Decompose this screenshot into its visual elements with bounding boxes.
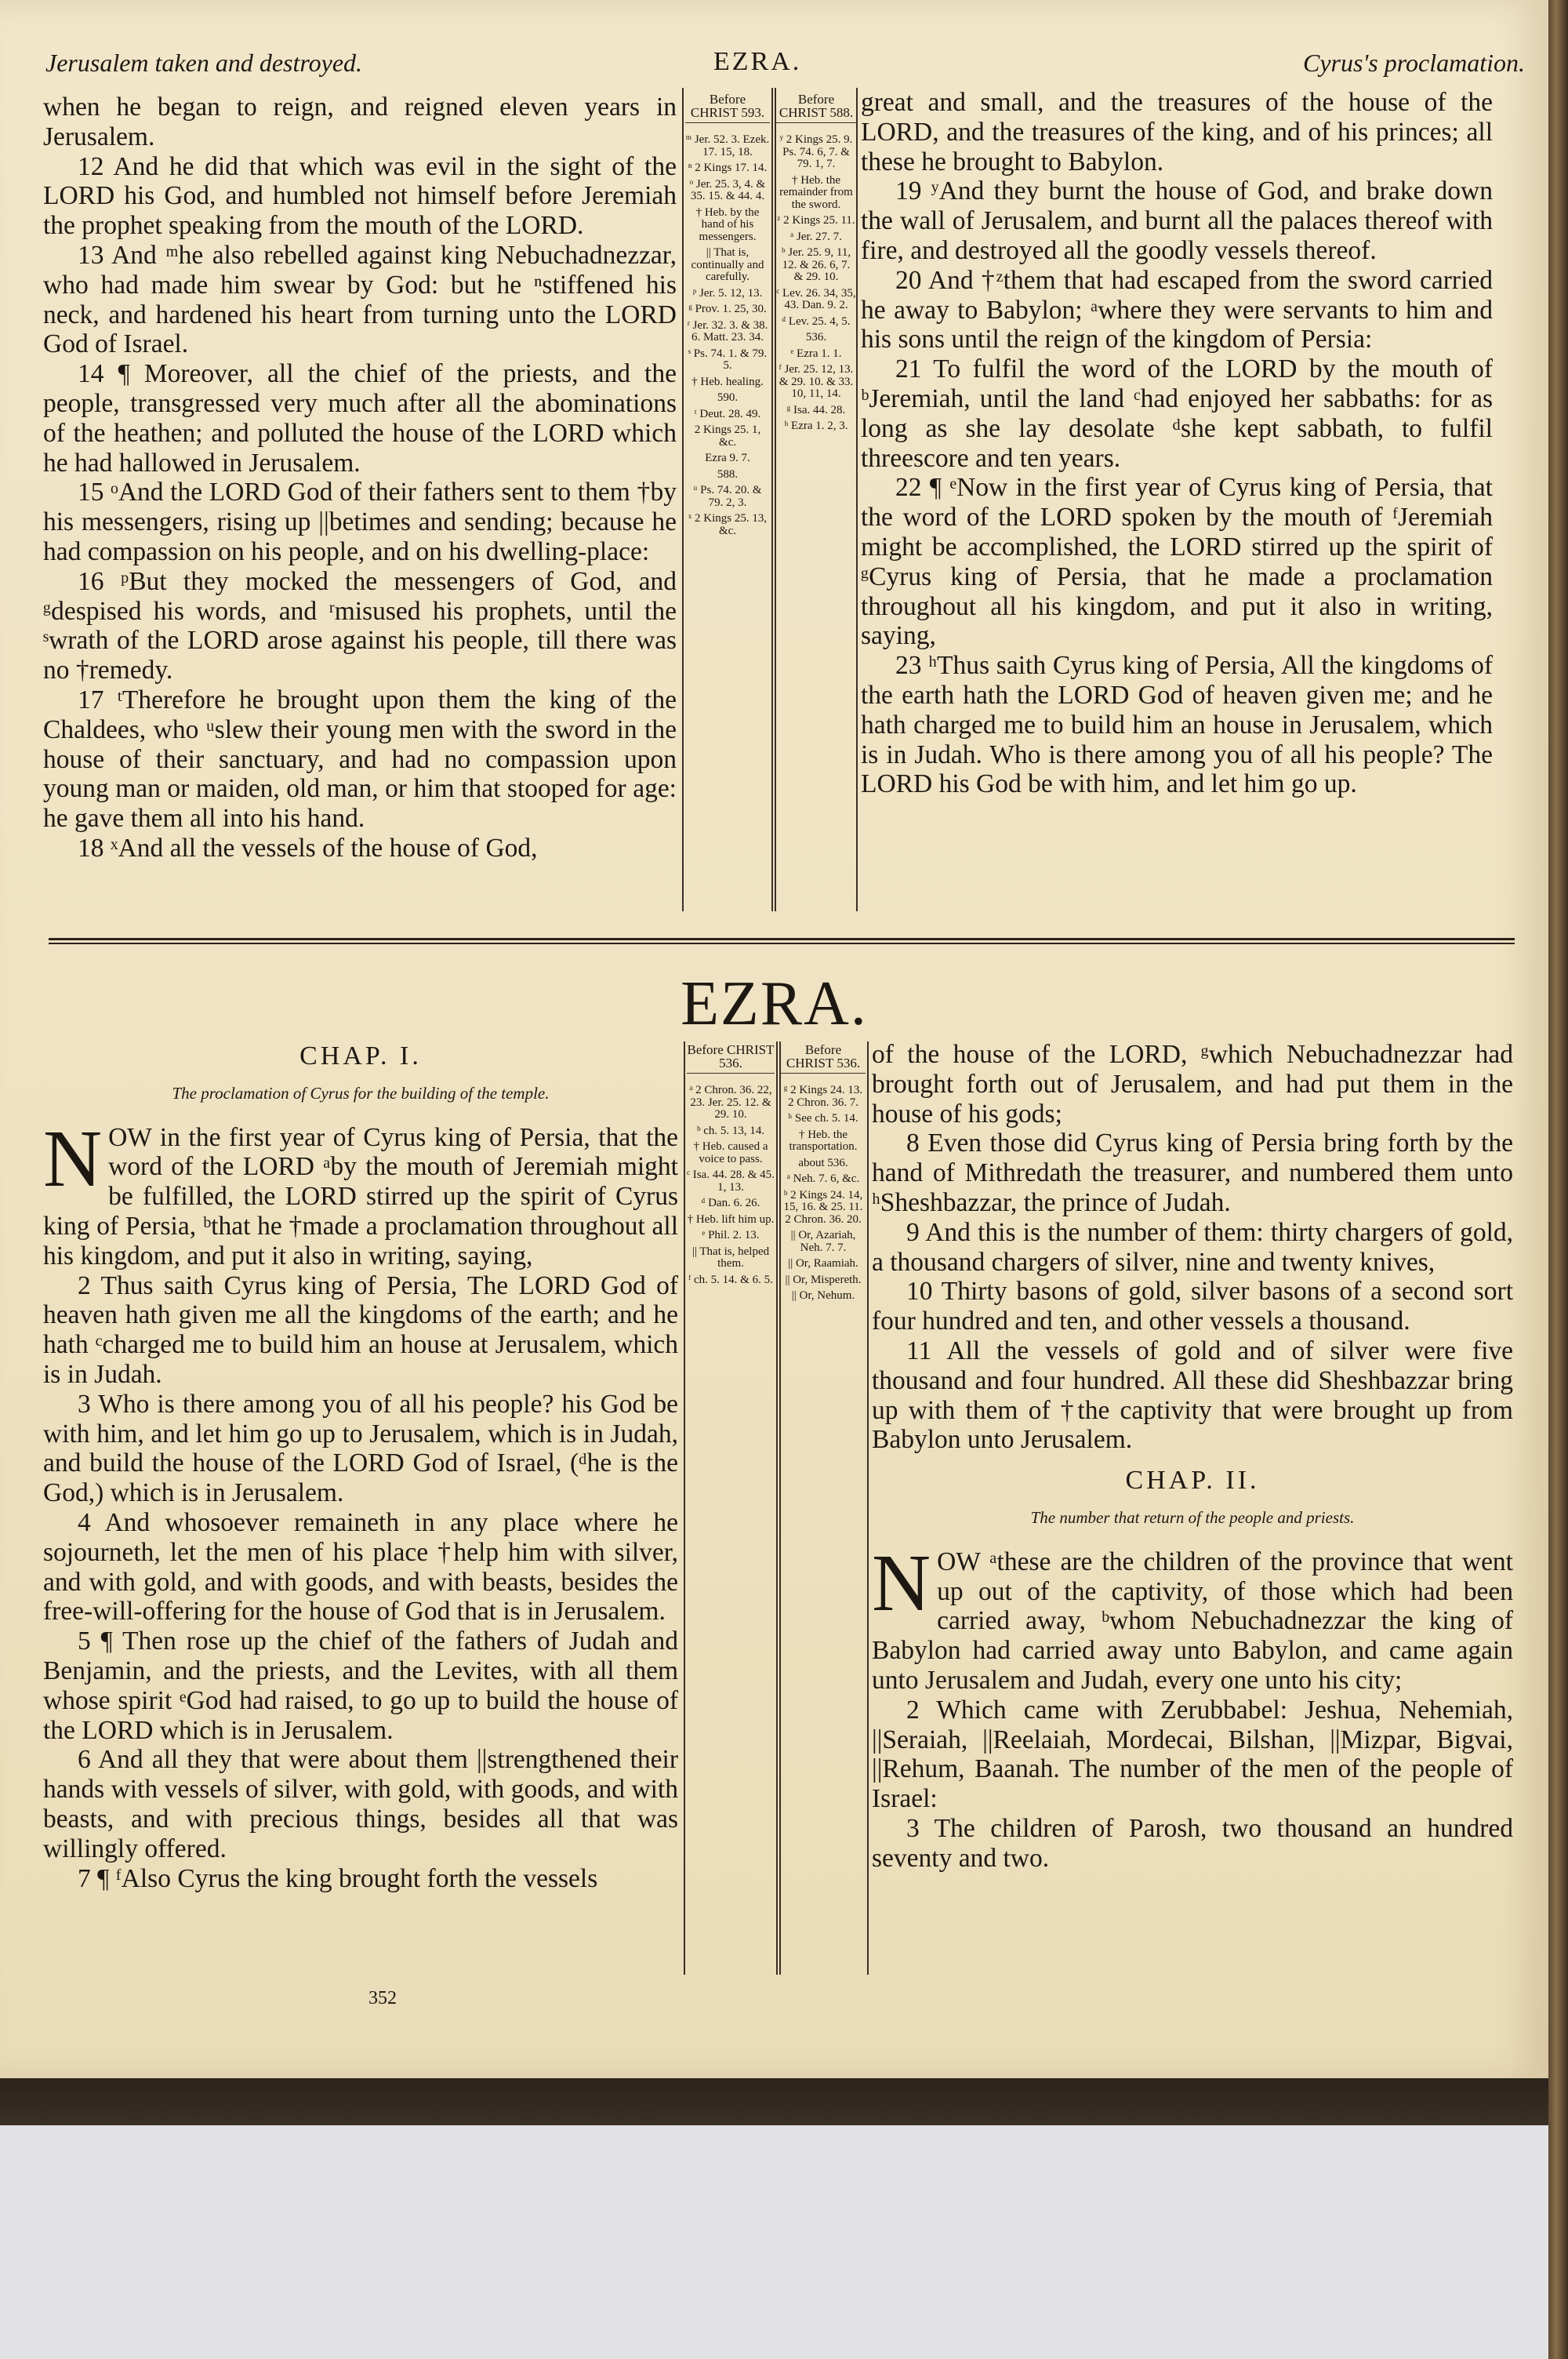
table-surface xyxy=(0,2125,1548,2359)
marginal-reference: || That is, helped them. xyxy=(691,1245,770,1270)
marginal-reference: † Heb. the remainder from the sword. xyxy=(779,173,853,211)
marginal-reference: 2 Kings 25. 1, &c. xyxy=(694,423,761,449)
verse-paragraph: 23 ʰThus saith Cyrus king of Persia, All the kingdoms of the earth hath the LORD God of heaven given me; and he hath charged me to build him an house in Jerusalem, which is in Judah. Who is there among you of all his people? The LORD his God be with him, and let him go up. xyxy=(861,651,1493,799)
column-rule xyxy=(867,1041,869,1975)
verse-paragraph: 3 Who is there among you of all his people? his God be with him, and let him go up to Jerusalem, which is in Judah, and build the house of the LORD God of Israel, (ᵈhe is the God,) which is in Jerusalem. xyxy=(43,1389,678,1508)
running-head-center: EZRA. xyxy=(713,47,802,76)
marginal-references-right xyxy=(781,1043,866,1307)
running-head-right: Cyrus's proclamation. xyxy=(1303,49,1525,77)
top-right-column xyxy=(861,88,1493,799)
marginal-reference: || Or, Nehum. xyxy=(791,1289,855,1302)
verse-paragraph: 18 ˣAnd all the vessels of the house of God, xyxy=(78,833,538,863)
marginal-reference: ᶻ 2 Kings 25. 11. xyxy=(777,214,855,227)
running-head-left: Jerusalem taken and destroyed. xyxy=(45,49,363,77)
chapter-1-column xyxy=(43,1041,678,1893)
chapter-1-summary: The proclamation of Cyrus for the building of the temple. xyxy=(172,1083,550,1103)
margin-date-heading: Before CHRIST 588. xyxy=(776,93,856,123)
marginal-reference: ᶠ ch. 5. 14. & 6. 5. xyxy=(688,1273,773,1286)
column-rule xyxy=(771,88,773,911)
verse-paragraph: great and small, and the treasures of the house of the LORD, and the treasures of the king, and of his princes; all these he brought to Babylon. xyxy=(861,88,1493,176)
section-divider xyxy=(49,938,1515,940)
top-left-column xyxy=(43,93,677,863)
marginal-reference: about 536. xyxy=(798,1156,848,1169)
column-rule xyxy=(776,1041,778,1975)
marginal-reference: ᵗ Deut. 28. 49. xyxy=(694,407,761,420)
marginal-reference: 536. xyxy=(805,331,827,343)
chapter-2-verse-1: OW ᵃthese are the children of the province that went up out of the captivity, of those which had been carried away, ᵇwhom Nebuchadnezzar the king of Babylon had carried away unto Babylon, and came again unto Jerusalem and Judah, every one unto his city; xyxy=(872,1547,1513,1695)
book-cover-edge xyxy=(0,2078,1548,2125)
marginal-reference: † Heb. healing. xyxy=(691,375,764,388)
verse-paragraph: 4 And whosoever remaineth in any place where he sojourneth, let the men of his place †help him with silver, and with gold, and with goods, and with beasts, besides the free-will-offering for the house of God that is in Jerusalem. xyxy=(43,1507,678,1627)
marginal-reference: ᵃ 2 Chron. 36. 22, 23. Jer. 25. 12. & 29. 10. xyxy=(689,1084,772,1121)
marginal-reference: † Heb. by the hand of his messengers. xyxy=(695,205,760,243)
chapter-2-summary: The number that return of the people and priests. xyxy=(1030,1507,1355,1527)
marginal-reference: † Heb. lift him up. xyxy=(687,1212,775,1226)
marginal-reference: † Heb. caused a voice to pass. xyxy=(693,1140,768,1165)
section-divider xyxy=(49,943,1515,944)
verse-paragraph: 16 ᵖBut they mocked the messengers of God, and ᵍdespised his words, and ʳmisused his prophets, until the ˢwrath of the LORD arose against his people, till there was no †remedy. xyxy=(43,566,677,685)
verse-paragraph: 8 Even those did Cyrus king of Persia bring forth by the hand of Mithredath the treasurer, and numbered them unto ʰSheshbazzar, the prince of Judah. xyxy=(872,1129,1513,1217)
marginal-reference: || Or, Raamiah. xyxy=(788,1257,858,1270)
marginal-reference: ᶜ Isa. 44. 28. & 45. 1, 13. xyxy=(687,1169,775,1194)
verse-paragraph: 19 ʸAnd they burnt the house of God, and brake down the wall of Jerusalem, and burnt all the palaces thereof with fire, and destroyed all the goodly vessels thereof. xyxy=(861,176,1493,265)
marginal-reference: ᵇ ch. 5. 13, 14. xyxy=(696,1124,765,1137)
margin-date-heading: Before CHRIST 536. xyxy=(781,1043,866,1074)
marginal-reference: ᵇ 2 Kings 24. 14, 15, 16. & 25. 11. 2 Chron. 36. 20. xyxy=(783,1188,863,1226)
marginal-reference: || That is, continually and carefully. xyxy=(691,246,764,283)
margin-date-heading: Before CHRIST 536. xyxy=(687,1043,775,1074)
marginal-reference: ˣ 2 Kings 25. 13, &c. xyxy=(688,512,768,537)
verse-paragraph: 22 ¶ ᵉNow in the first year of Cyrus king of Persia, that the word of the LORD spoken by the mouth of ᶠJeremiah might be accomplished, the LORD stirred up the spirit of ᵍCyrus king of Persia, that he made a proclamation throughout all his kingdom, and put it also in writing, saying, xyxy=(861,473,1493,651)
verse-paragraph: 2 Which came with Zerubbabel: Jeshua, Nehemiah, ||Seraiah, ||Reelaiah, Mordecai, Bilshan, ||Mizpar, Bigvai, ||Rehum, Baanah. The number of the men of the people of Israel: xyxy=(872,1695,1513,1814)
marginal-reference: ᵃ Jer. 27. 7. xyxy=(790,230,842,243)
marginal-reference: ᵈ Lev. 25. 4, 5. xyxy=(782,314,851,328)
verse-paragraph: of the house of the LORD, ᵍwhich Nebuchadnezzar had brought forth out of Jerusalem, and had put them in the house of his gods; xyxy=(872,1040,1513,1129)
verse-paragraph: 15 ᵒAnd the LORD God of their fathers sent to them †by his messengers, rising up ||betimes and sending; because he had compassion on his people, and on his dwelling-place: xyxy=(43,478,677,566)
page-number: 352 xyxy=(368,1988,397,2008)
marginal-reference: ʳ Jer. 32. 3. & 38. 6. Matt. 23. 34. xyxy=(687,318,768,343)
verse-paragraph: 9 And this is the number of them: thirty chargers of gold, a thousand chargers of silver, nine and twenty knives, xyxy=(872,1217,1513,1277)
marginal-reference: ᵈ Dan. 6. 26. xyxy=(701,1197,760,1209)
marginal-reference: ᵍ 2 Kings 24. 13. 2 Chron. 36. 7. xyxy=(783,1084,863,1109)
margin-date-heading: Before CHRIST 593. xyxy=(685,93,770,123)
book-title: EZRA. xyxy=(681,969,868,1038)
verse-paragraph: 7 ¶ ᶠAlso Cyrus the king brought forth the vessels xyxy=(78,1863,598,1893)
chapter-continuation-column xyxy=(872,1040,1513,1874)
column-rule xyxy=(682,88,684,911)
marginal-reference: ᵇ Jer. 25. 9, 11, 12. & 26. 6, 7. & 29. 10. xyxy=(781,246,851,283)
verse-paragraph: 3 The children of Parosh, two thousand an hundred seventy and two. xyxy=(872,1813,1513,1873)
marginal-reference: ᵍ Isa. 44. 28. xyxy=(786,403,846,416)
marginal-reference: ᵖ Jer. 5. 12, 13. xyxy=(692,286,763,300)
marginal-reference: ᵐ Jer. 52. 3. Ezek. 17. 15, 18. xyxy=(685,133,770,158)
verse-paragraph: 6 And all they that were about them ||strengthened their hands with vessels of silver, with gold, with goods, and with beasts, and with precious things, besides all that was willingly offered. xyxy=(43,1745,678,1863)
verse-paragraph: 13 And ᵐhe also rebelled against king Nebuchadnezzar, who had made him swear by God: but he ⁿstiffened his neck, and hardened his heart from turning unto the LORD God of Israel. xyxy=(43,240,677,359)
marginal-reference: ᶠ Jer. 25. 12, 13. & 29. 10. & 33. 10, 11, 14. xyxy=(779,363,854,400)
verse-paragraph: 17 ᵗTherefore he brought upon them the king of the Chaldees, who ᵘslew their young men with the sword in the house of their sanctuary, and had no compassion upon young man or maiden, old man, or him that stooped for age: he gave them all into his hand. xyxy=(43,685,677,834)
verse-paragraph: 2 Thus saith Cyrus king of Persia, The LORD God of heaven hath given me all the kingdoms of the earth; and he hath ᶜcharged me to build him an house at Jerusalem, which is in Judah. xyxy=(43,1270,678,1389)
verse-paragraph: 21 To fulfil the word of the LORD by the mouth of ᵇJeremiah, until the land ᶜhad enjoyed her sabbaths: for as long as she lay desolate ᵈshe kept sabbath, to fulfil threescore and ten years. xyxy=(861,354,1493,473)
verse-paragraph: 10 Thirty basons of gold, silver basons of a second sort four hundred and ten, and other vessels a thousand. xyxy=(872,1277,1513,1336)
marginal-reference: 590. xyxy=(717,391,739,404)
marginal-reference: ᵍ Prov. 1. 25, 30. xyxy=(688,303,767,315)
marginal-reference: ᵉ Phil. 2. 13. xyxy=(702,1229,760,1241)
marginal-references-left xyxy=(685,93,770,541)
marginal-reference: ᵘ Ps. 74. 20. & 79. 2, 3. xyxy=(693,484,762,509)
marginal-reference: ʰ See ch. 5. 14. xyxy=(788,1112,858,1125)
verse-paragraph: 12 And he did that which was evil in the sight of the LORD his God, and humbled not himself before Jeremiah the prophet speaking from the mouth of the LORD. xyxy=(43,151,677,241)
chapter-1-verse-1: OW in the first year of Cyrus king of Persia, that the word of the LORD ᵃby the mouth of Jeremiah might be fulfilled, the LORD stirred up the spirit of Cyrus king of Persia, ᵇthat he †made a proclamation throughout all his kingdom, and put it also in writing, saying, xyxy=(43,1122,678,1270)
column-rule xyxy=(856,88,858,911)
verse-paragraph: when he began to reign, and reigned eleven years in Jerusalem. xyxy=(43,93,677,151)
chapter-2-heading: CHAP. II. xyxy=(1125,1466,1260,1496)
column-rule xyxy=(684,1041,685,1975)
marginal-reference: ᵃ Neh. 7. 6, &c. xyxy=(786,1172,860,1185)
book-spine xyxy=(1548,0,1568,2359)
verse-paragraph: 5 ¶ Then rose up the chief of the fathers of Judah and Benjamin, and the priests, and the Levites, with all them whose spirit ᵉGod had raised, to go up to build the house of the LORD which is in Jerusalem. xyxy=(43,1627,678,1745)
marginal-reference: || Or, Mispereth. xyxy=(785,1273,862,1286)
drop-cap: N xyxy=(872,1537,931,1628)
marginal-reference: ᵉ Ezra 1. 1. xyxy=(790,347,842,360)
verse-paragraph: 11 All the vessels of gold and of silver were five thousand and four hundred. All these did Sheshbazzar bring up with them of †the captivity that were brought up from Babylon unto Jerusalem. xyxy=(872,1336,1513,1455)
marginal-reference: 588. xyxy=(717,467,739,481)
drop-cap: N xyxy=(43,1113,103,1204)
marginal-references-left xyxy=(687,1043,775,1290)
chapter-1-heading: CHAP. I. xyxy=(299,1041,422,1070)
marginal-reference: ˢ Ps. 74. 1. & 79. 5. xyxy=(688,347,768,372)
marginal-reference: ᶜ Lev. 26. 34, 35, 43. Dan. 9. 2. xyxy=(776,286,856,311)
marginal-reference: † Heb. the transportation. xyxy=(789,1128,858,1153)
marginal-reference: ʰ Ezra 1. 2, 3. xyxy=(784,420,848,432)
marginal-references-right xyxy=(776,93,856,437)
verse-paragraph: 14 ¶ Moreover, all the chief of the priests, and the people, transgressed very much after all the abominations of the heathen; and polluted the house of the LORD which he had hallowed in Jerusalem. xyxy=(43,359,677,478)
marginal-reference: ʸ 2 Kings 25. 9. Ps. 74. 6, 7. & 79. 1, 7. xyxy=(779,133,853,170)
marginal-reference: ⁿ 2 Kings 17. 14. xyxy=(688,162,768,174)
marginal-reference: Ezra 9. 7. xyxy=(705,452,750,464)
verse-paragraph: 20 And †ᶻthem that had escaped from the sword carried he away to Babylon; ᵃwhere they were servants to him and his sons until the reign of the kingdom of Persia: xyxy=(861,265,1493,354)
marginal-reference: || Or, Azariah, Neh. 7. 7. xyxy=(790,1229,856,1254)
marginal-reference: ᵒ Jer. 25. 3, 4. & 35. 15. & 44. 4. xyxy=(689,177,766,202)
